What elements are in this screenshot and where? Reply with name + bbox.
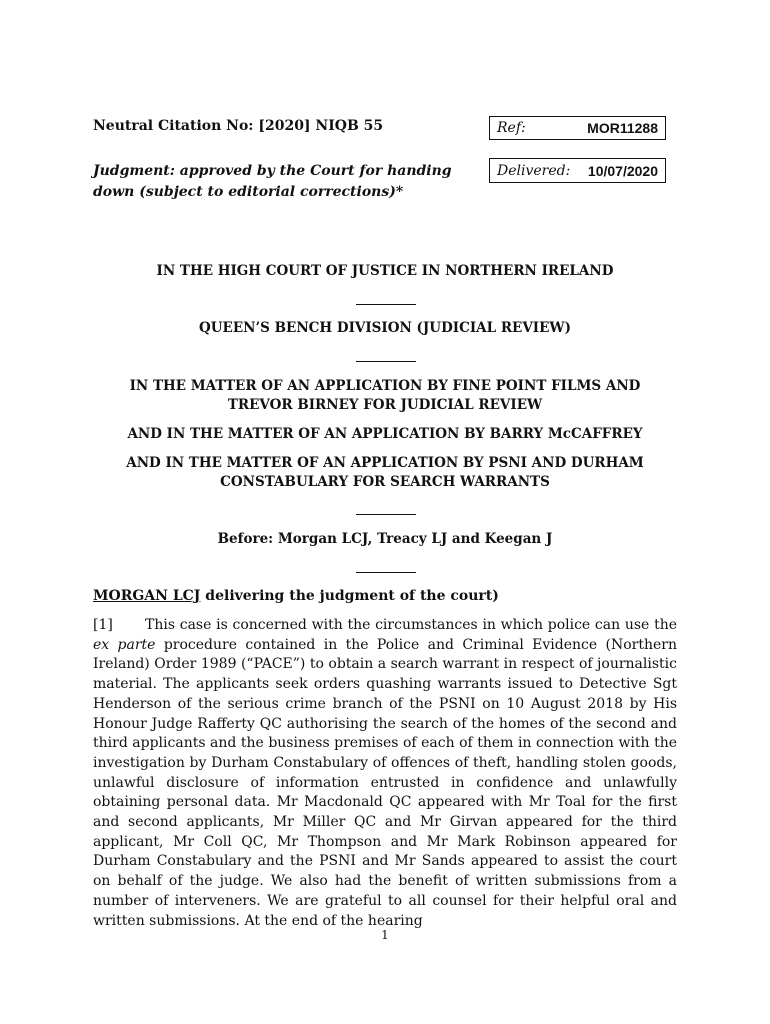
divider-rule [356, 572, 416, 573]
ref-value: MOR11288 [587, 120, 658, 136]
paragraph-text-rest: procedure contained in the Police and Criminal Evidence (Northern Ireland) Order 1989 (“PACE”) to obtain a search warrant in respect of journalistic material. The applicants seek orders quashing warrants issued to Detective Sgt Henderson of the serious crime branch of the PSNI on 10 August 2018 by His Honour Judge Rafferty QC authorising the search of the homes of the second and third applicants and the business premises of each of them in connection with the investigation by Durham Constabulary of offences of theft, handling stolen goods, unlawful disclosure of information entrusted in confidence and unlawfully obtaining personal data. Mr Macdonald QC appeared with Mr Toal for the first and second applicants, Mr Miller QC and Mr Girvan appeared for the third applicant, Mr Coll QC, Mr Thompson and Mr Mark Robinson appeared for Durham Constabulary and the PSNI and Mr Sands appeared to assist the court on behalf of the judge. We also had the benefit of written submissions from a number of interveners. We are grateful to all counsel for their helpful oral and written submissions. At the end of the hearing [93, 636, 677, 929]
matter-title-3: AND IN THE MATTER OF AN APPLICATION BY PSNI AND DURHAM CONSTABULARY FOR SEARCH WARRANTS [126, 455, 644, 490]
matter-title-2: AND IN THE MATTER OF AN APPLICATION BY BARRY McCAFFREY [127, 426, 643, 442]
paragraph-italic-term: ex parte [93, 636, 156, 653]
neutral-citation: Neutral Citation No: [2020] NIQB 55 [93, 118, 384, 134]
reference-box [489, 116, 666, 140]
judgment-heading [93, 588, 499, 604]
paragraph-1 [93, 616, 677, 931]
page-number: 1 [381, 928, 389, 942]
divider-rule [356, 514, 416, 515]
judgment-approval-note: Judgment: approved by the Court for handing down (subject to editorial corrections)* [93, 163, 452, 200]
delivered-value: 10/07/2020 [587, 162, 658, 179]
divider-rule [356, 361, 416, 362]
matter-title-1: IN THE MATTER OF AN APPLICATION BY FINE POINT FILMS AND TREVOR BIRNEY FOR JUDICIAL REVIEW [129, 378, 641, 413]
division-title: QUEEN’S BENCH DIVISION (JUDICIAL REVIEW) [199, 320, 571, 336]
ref-label: Ref: [497, 120, 526, 136]
paragraph-number: [1] [93, 617, 113, 633]
heading-text: delivering the judgment of the court) [200, 588, 499, 604]
paragraph-text-start: This case is concerned with the circumstances in which police can use the [145, 617, 677, 633]
divider-rule [356, 304, 416, 305]
delivered-box [489, 158, 666, 183]
before-judges: Before: Morgan LCJ, Treacy LJ and Keegan J [217, 531, 553, 547]
court-title: IN THE HIGH COURT OF JUSTICE IN NORTHERN IRELAND [156, 263, 614, 279]
judge-name: MORGAN LCJ [93, 588, 201, 604]
delivered-label: Delivered: [497, 162, 571, 179]
